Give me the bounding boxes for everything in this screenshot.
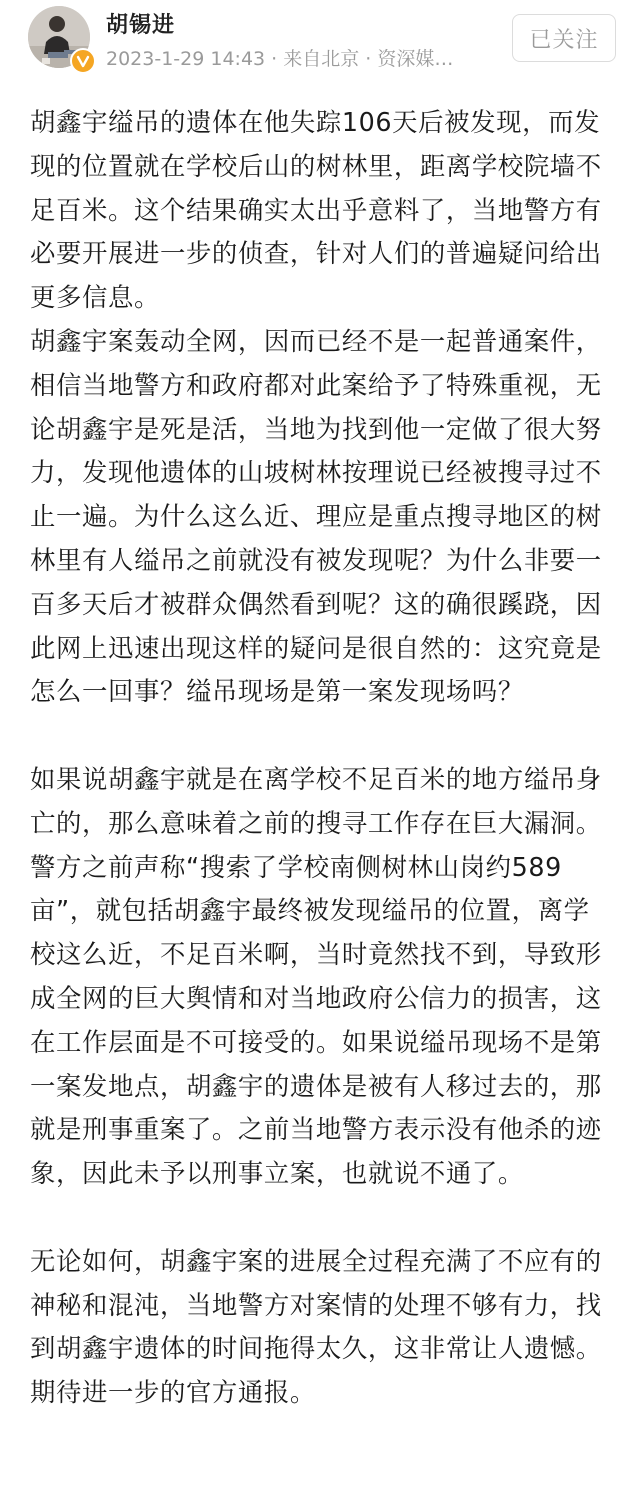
post-paragraph-2: 胡鑫宇案轰动全网，因而已经不是一起普通案件，相信当地警方和政府都对此案给予了特殊重视，无论胡鑫宇是死是活，当地为找到他一定做了很大努力，发现他遗体的山坡树林按理说已经被搜寻过不止一遍。为什么这么近、理应是重点搜寻地区的树林里有人缢吊之前就没有被发现呢？为什么非要一百多天后才被群众偶然看到呢？这的确很蹊跷，因此网上迅速出现这样的疑问是很自然的：这究竟是怎么一回事？缢吊现场是第一案发现场吗？ bbox=[30, 325, 602, 707]
post-body bbox=[30, 101, 612, 1415]
post-paragraph-3: 如果说胡鑫宇就是在离学校不足百米的地方缢吊身亡的，那么意味着之前的搜寻工作存在巨大漏洞。警方之前声称“搜索了学校南侧树林山岗约589亩”，就包括胡鑫宇最终被发现缢吊的位置，离学校这么近，不足百米啊，当时竟然找不到，导致形成全网的巨大舆情和对当地政府公信力的损害，这在工作层面是不可接受的。如果说缢吊现场不是第一案发地点，胡鑫宇的遗体是被有人移过去的，那就是刑事重案了。之前当地警方表示没有他杀的迹象，因此未予以刑事立案，也就说不通了。 bbox=[30, 763, 602, 1189]
paragraph-spacer bbox=[30, 714, 612, 758]
post-paragraph-1: 胡鑫宇缢吊的遗体在他失踪106天后被发现，而发现的位置就在学校后山的树林里，距离学校院墙不足百米。这个结果确实太出乎意料了，当地警方有必要开展进一步的侦查，针对人们的普遍疑问给出更多信息。 bbox=[30, 107, 602, 313]
follow-button[interactable]: 已关注 bbox=[512, 14, 616, 62]
post-meta: 2023-1-29 14:43 · 来自北京 · 资深媒… bbox=[106, 48, 454, 70]
author-name[interactable]: 胡锡进 bbox=[106, 13, 176, 38]
verified-badge-icon bbox=[70, 48, 96, 74]
post-header bbox=[0, 0, 640, 88]
paragraph-spacer bbox=[30, 1196, 612, 1240]
post-paragraph-4: 无论如何，胡鑫宇案的进展全过程充满了不应有的神秘和混沌，当地警方对案情的处理不够有力，找到胡鑫宇遗体的时间拖得太久，这非常让人遗憾。期待进一步的官方通报。 bbox=[30, 1245, 602, 1408]
